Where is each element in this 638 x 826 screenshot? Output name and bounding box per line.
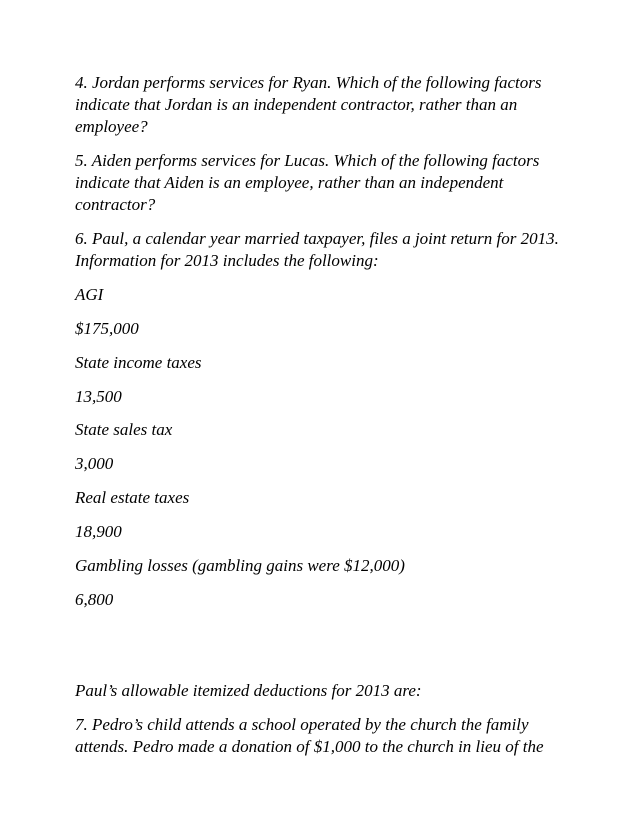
q5-text-line-3: contractor? (75, 195, 156, 214)
q6-item-label: AGI (75, 285, 104, 304)
q4-text-line-3: employee? (75, 117, 148, 136)
q6-text-line-2: Information for 2013 includes the following: (75, 251, 379, 270)
q6-item-value: 6,800 (75, 590, 114, 609)
q6-item-value: $175,000 (75, 319, 139, 338)
q6-item-label: State sales tax (75, 420, 173, 439)
q7-text-line-2: attends. Pedro made a donation of $1,000 to the church in lieu of the (75, 737, 544, 756)
q5-text-line-2: indicate that Aiden is an employee, rather than an independent (75, 173, 504, 192)
q6-item-value: 18,900 (75, 522, 122, 541)
q6-item-value: 3,000 (75, 454, 114, 473)
q6-text-line-1: 6. Paul, a calendar year married taxpayer, files a joint return for 2013. (75, 229, 559, 248)
q4-text-line-1: 4. Jordan performs services for Ryan. Which of the following factors (75, 73, 542, 92)
q4-text-line-2: indicate that Jordan is an independent contractor, rather than an (75, 95, 518, 114)
q7-text-line-1: 7. Pedro’s child attends a school operated by the church the family (75, 715, 529, 734)
q6-item-label: Gambling losses (gambling gains were $12,000) (75, 556, 405, 575)
q5-text-line-1: 5. Aiden performs services for Lucas. Which of the following factors (75, 151, 540, 170)
q6-item-label: Real estate taxes (75, 488, 190, 507)
q6-item-label: State income taxes (75, 353, 202, 372)
q6-item-value: 13,500 (75, 387, 122, 406)
q6-prompt: Paul’s allowable itemized deductions for 2013 are: (75, 681, 422, 700)
